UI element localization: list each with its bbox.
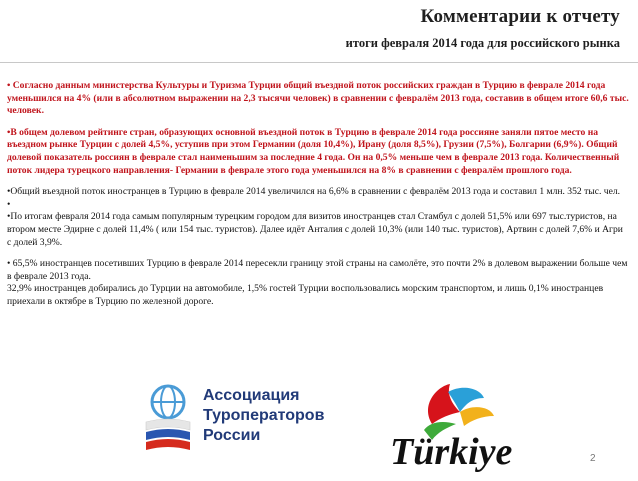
header-divider bbox=[0, 62, 638, 63]
ato-line-russia: России bbox=[203, 427, 261, 444]
paragraph-air-transport: • 65,5% иностранцев посетивших Турцию в феврале 2014 пересекли границу этой страны на самолёте, это почти 2% в долевом выражении больше чем в феврале 2013 года. bbox=[7, 258, 628, 282]
paragraph-popular-cities: •По итогам февраля 2014 года самым популярным турецким городом для визитов иностранцев стал Стамбул с долей 51,5% или 697 тыс.туристов, на втором месте Эдирне с долей 11,4% ( или 154 тыс. туристов). Далее идёт Анталия с долей 10,3% (или 140 тыс. туристов), Артвин с долей 7,6% и Агри с долей 3,9%. bbox=[7, 211, 623, 248]
slide-subtitle: итоги февраля 2014 года для российского рынка bbox=[345, 36, 620, 50]
ato-logo bbox=[140, 382, 360, 468]
turkiye-wordmark: Türkiye bbox=[390, 431, 513, 473]
paragraph-total-flow: •Общий въездной поток иностранцев в Турцию в феврале 2014 увеличился на 6,6% в сравнении с февралём 2013 года и составил 1 млн. 352 тыс. чел. bbox=[7, 186, 621, 198]
turkiye-tulip-icon bbox=[380, 382, 520, 476]
ato-logo-text bbox=[203, 386, 324, 446]
ato-globe-icon bbox=[140, 382, 198, 460]
slide-title: Комментарии к отчету bbox=[420, 6, 620, 27]
paragraph-russian-flow: • Согласно данным министерства Культуры и Туризма Турции общий въездной поток российских граждан в Турцию в феврале 2014 года уменьшился на 4% (или в абсолютном выражении на 2,3 тысячи человек) в сравнении с февралём 2013 года, составив в общем итоге 60,6 тыс. человек. bbox=[7, 80, 629, 117]
page-number: 2 bbox=[590, 453, 596, 464]
paragraph-country-rating: •В общем долевом рейтинге стран, образующих основной въездной поток в Турцию в феврале 2014 года россияне заняли пятое место на въездном рынке Турции с долей 4,5%, уступив при этом Германии (доля 10,4%), Ирану (доля 8,5%), Грузии (7,5%), Болгарии (6,9%). Общий долевой показатель россиян в феврале стал наименьшим за последние 4 года. Он на 0,5% меньше чем в феврале 2013 года. Количественный поток лидера турецкого направления- Германии в феврале этого года уменьшился на 8% в сравнении с февралём прошлого года. bbox=[7, 126, 620, 176]
paragraph-empty-bullet: • bbox=[7, 198, 11, 210]
ato-line-touroperators: Туроператоров bbox=[203, 407, 325, 424]
paragraph-other-transport: 32,9% иностранцев добирались до Турции на автомобиле, 1,5% гостей Турции воспользовались морским транспортом, и лишь 0,1% иностранцев приехали в октябре в Турцию по железной дороге. bbox=[7, 283, 604, 307]
turkiye-logo bbox=[380, 382, 520, 476]
ato-line-association: Ассоциация bbox=[203, 387, 300, 404]
comments-body bbox=[7, 80, 629, 318]
